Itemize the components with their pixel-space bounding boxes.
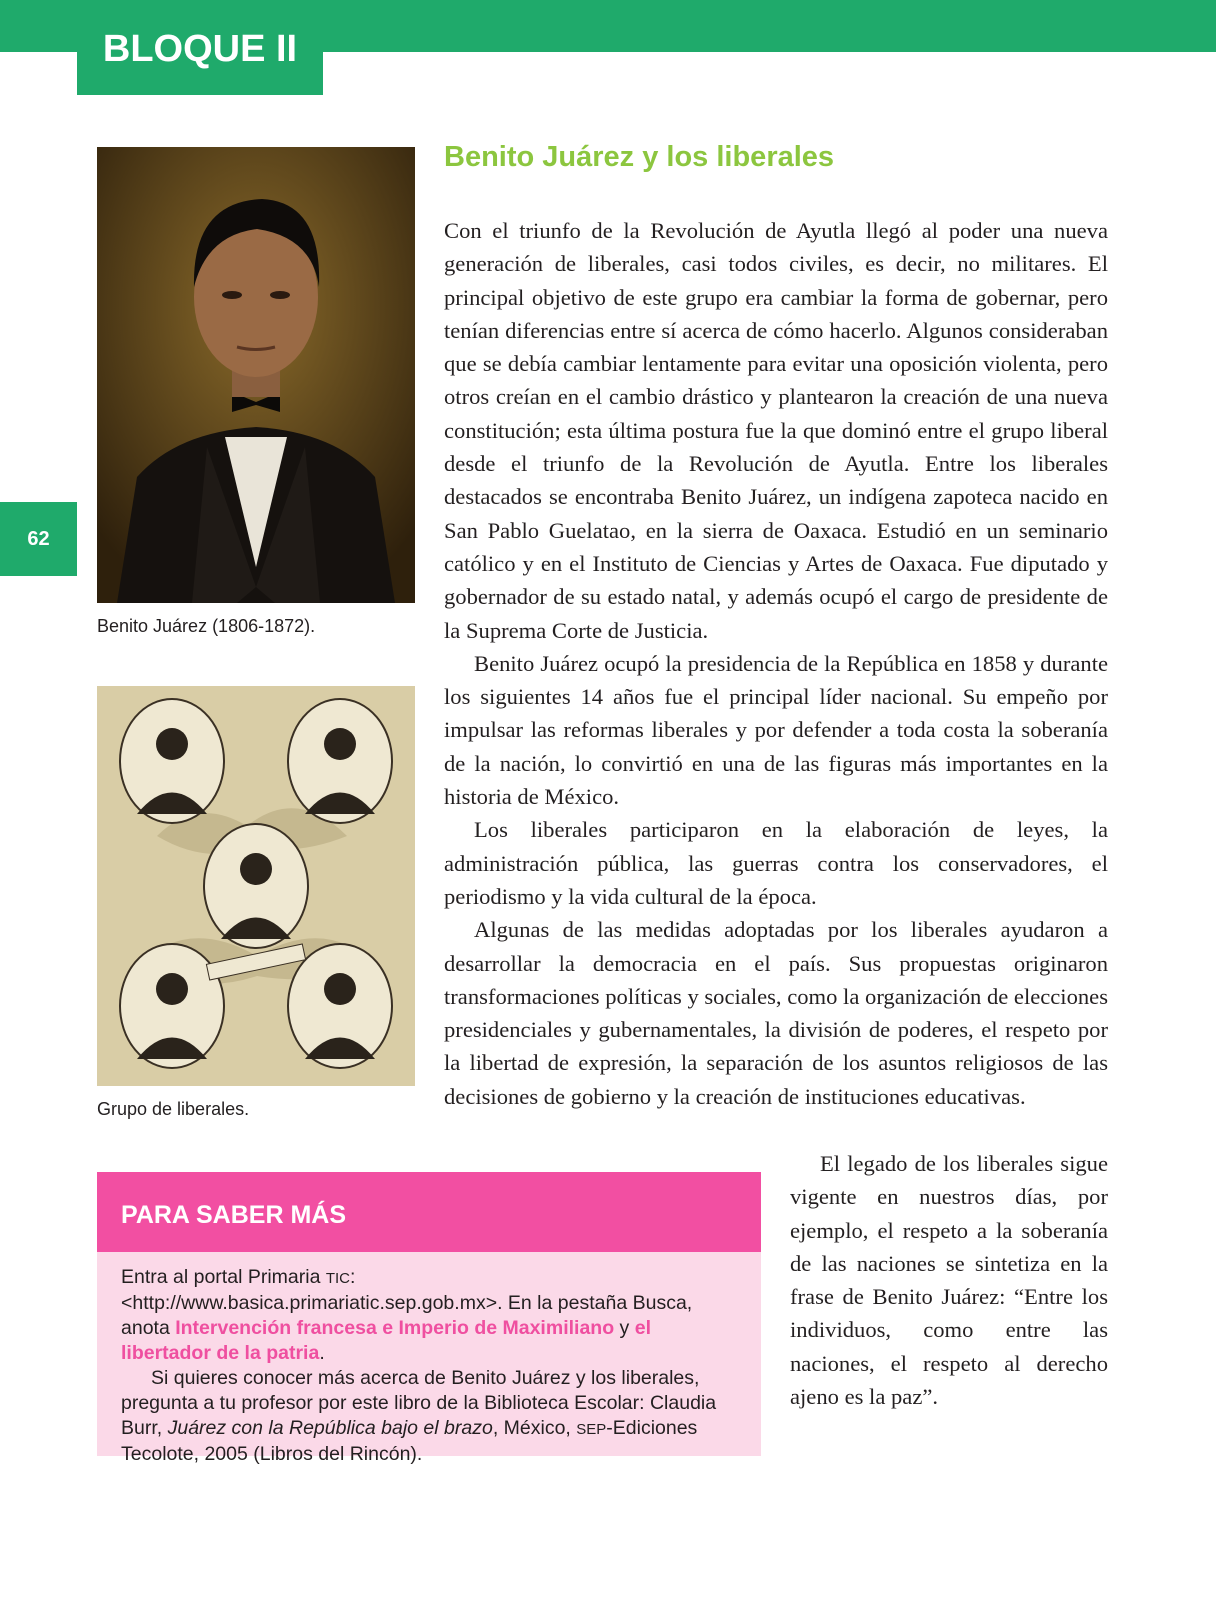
info-text: . [319, 1342, 325, 1364]
info-paragraph-2 [121, 1366, 741, 1467]
info-box-title: PARA SABER MÁS [97, 1172, 761, 1252]
para-saber-mas-box [97, 1172, 761, 1465]
info-text-tic: TIC [325, 1270, 350, 1287]
paragraph-3: Los liberales participaron en la elaboración de leyes, la administración pública, las guerras contra los conservadores, el periodismo y la vida cultural de la época. [444, 817, 1108, 909]
juarez-portrait [97, 147, 415, 603]
info-portal-url: : <http://www.basica.primariatic.sep.gob.mx>. En la pestaña Busca, anota [121, 1266, 693, 1339]
search-term-1: Intervención francesa e Imperio de Maximiliano [175, 1317, 615, 1339]
paragraph-1: Con el triunfo de la Revolución de Ayutla llegó al poder una nueva generación de liberales, casi todos civiles, es decir, no militares. El principal objetivo de este grupo era cambiar la forma de gobernar, pero tenían diferencias entre sí acerca de cómo hacerlo. Algunos consideraban que se debía cambiar lentamente para evitar una oposición violenta, pero otros creían en el cambio drástico y plantearon la creación de una nueva constitución; esta última postura fue la que dominó entre el grupo liberal desde el triunfo de la Revolución de Ayutla. Entre los liberales destacados se encontraba Benito Juárez, un indígena zapoteca nacido en San Pablo Guelatao, en la sierra de Oaxaca. Estudió en un seminario católico y en el Instituto de Ciencias y Artes de Oaxaca. Fue diputado y gobernador de su estado natal, y además ocupó el cargo de presidente de la Suprema Corte de Justicia. [444, 218, 1108, 643]
article-body [444, 214, 1108, 1113]
info-text: Si quieres conocer más acerca de Benito Juárez y los liberales, pregunta a tu profesor por este libro de la Biblioteca Escolar: Claudia Burr, [121, 1367, 717, 1439]
info-text: Entra al portal Primaria [121, 1266, 326, 1288]
info-text: , México, [492, 1417, 577, 1439]
bloque-label: BLOQUE II [77, 0, 323, 95]
juarez-caption: Benito Juárez (1806-1872). [97, 616, 316, 636]
paragraph-2: Benito Juárez ocupó la presidencia de la República en 1858 y durante los siguientes 14 años fue el principal líder nacional. Su empeño por impulsar las reformas liberales y por defender a toda costa la soberanía de la nación, lo convirtió en una de las figuras más importantes en la historia de México. [444, 650, 1108, 810]
info-text: -Ediciones Tecolote, 2005 (Libros del Rincón). [121, 1417, 698, 1465]
search-term-2: el libertador de la patria [121, 1317, 651, 1364]
paragraph-4: Algunas de las medidas adoptadas por los liberales ayudaron a desarrollar la democracia en el país. Sus propuestas originaron transformaciones políticas y sociales, como la organización de elecciones presidenciales y gubernamentales, la división de poderes, el respeto por la libertad de expresión, la separación de los asuntos religiosos de las decisiones de gobierno y la creación de instituciones educativas. [444, 917, 1108, 1109]
section-title: Benito Juárez y los liberales [444, 141, 835, 173]
paragraph-5: El legado de los liberales sigue vigente en nuestros días, por ejemplo, el respeto a la soberanía de las naciones se sintetiza en la frase de Benito Juárez: “Entre los individuos, como entre las naciones, el respeto al derecho ajeno es la paz”. [790, 1151, 1108, 1410]
grupo-caption: Grupo de liberales. [97, 1099, 250, 1119]
grupo-liberales-image [97, 686, 415, 1086]
info-text: y [614, 1317, 635, 1339]
page-number: 62 [0, 502, 77, 576]
book-title: Juárez con la República bajo el brazo [167, 1417, 493, 1439]
info-paragraph-1 [121, 1265, 741, 1366]
info-text-sep: SEP [576, 1421, 607, 1438]
info-box-body [121, 1265, 741, 1467]
